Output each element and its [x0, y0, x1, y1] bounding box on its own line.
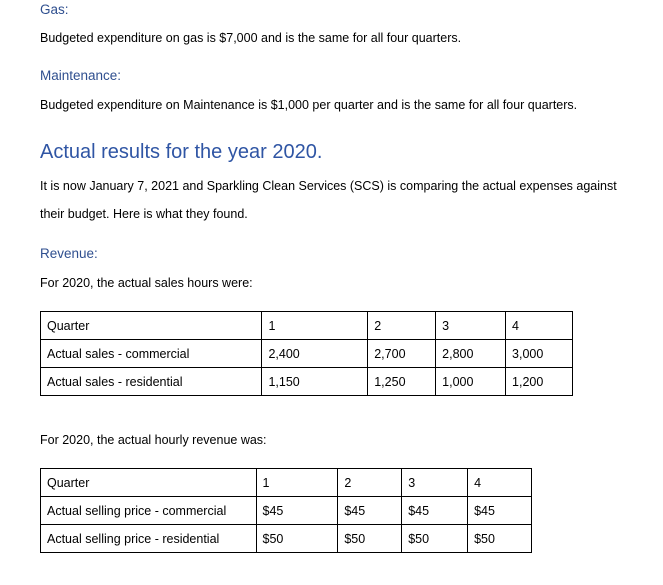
table-cell: 1: [262, 312, 368, 340]
table-row: [41, 497, 532, 525]
table-cell: 1,250: [368, 368, 436, 396]
gas-text: Budgeted expenditure on gas is $7,000 and is the same for all four quarters.: [40, 31, 462, 45]
table-cell: $50: [468, 525, 532, 553]
revenue-heading: Revenue:: [40, 246, 98, 261]
table-cell: Actual sales - commercial: [41, 340, 262, 368]
table-row: [41, 525, 532, 553]
table-cell: 2: [338, 469, 402, 497]
table-cell: 1,150: [262, 368, 368, 396]
table-cell: $50: [338, 525, 402, 553]
table-cell: 3: [436, 312, 506, 340]
table-row: [41, 368, 573, 396]
sales-hours-table: [40, 311, 573, 396]
table-cell: 4: [468, 469, 532, 497]
maintenance-heading: Maintenance:: [40, 68, 122, 83]
table-cell: 2,800: [436, 340, 506, 368]
table-row: [41, 340, 573, 368]
table-row: [41, 469, 532, 497]
table-cell: Actual selling price - residential: [41, 525, 257, 553]
table-cell: Actual sales - residential: [41, 368, 262, 396]
table-cell: $50: [402, 525, 468, 553]
hourly-revenue-caption: For 2020, the actual hourly revenue was:: [40, 433, 267, 447]
table-cell: Actual selling price - commercial: [41, 497, 257, 525]
table-cell: 3,000: [506, 340, 573, 368]
table-cell: $50: [256, 525, 338, 553]
table-cell: 1,000: [436, 368, 506, 396]
table-cell: 2,700: [368, 340, 436, 368]
table-cell: $45: [256, 497, 338, 525]
maintenance-text: Budgeted expenditure on Maintenance is $1,000 per quarter and is the same for all four quarters.: [40, 98, 578, 112]
table-cell: 2: [368, 312, 436, 340]
table-cell: 2,400: [262, 340, 368, 368]
gas-heading: Gas:: [40, 2, 69, 17]
actual-para-line1: It is now January 7, 2021 and Sparkling Clean Services (SCS) is comparing the actual expenses against: [40, 179, 617, 193]
table-cell: $45: [338, 497, 402, 525]
hourly-revenue-table: [40, 468, 532, 553]
table-cell: Quarter: [41, 312, 262, 340]
actual-para-line2: their budget. Here is what they found.: [40, 207, 248, 221]
table-cell: $45: [402, 497, 468, 525]
actual-results-heading: Actual results for the year 2020.: [40, 141, 323, 163]
table-cell: 3: [402, 469, 468, 497]
table-row: [41, 312, 573, 340]
table-cell: 1,200: [506, 368, 573, 396]
table-cell: 1: [256, 469, 338, 497]
table-cell: Quarter: [41, 469, 257, 497]
table-cell: 4: [506, 312, 573, 340]
table-cell: $45: [468, 497, 532, 525]
sales-hours-caption: For 2020, the actual sales hours were:: [40, 276, 253, 290]
